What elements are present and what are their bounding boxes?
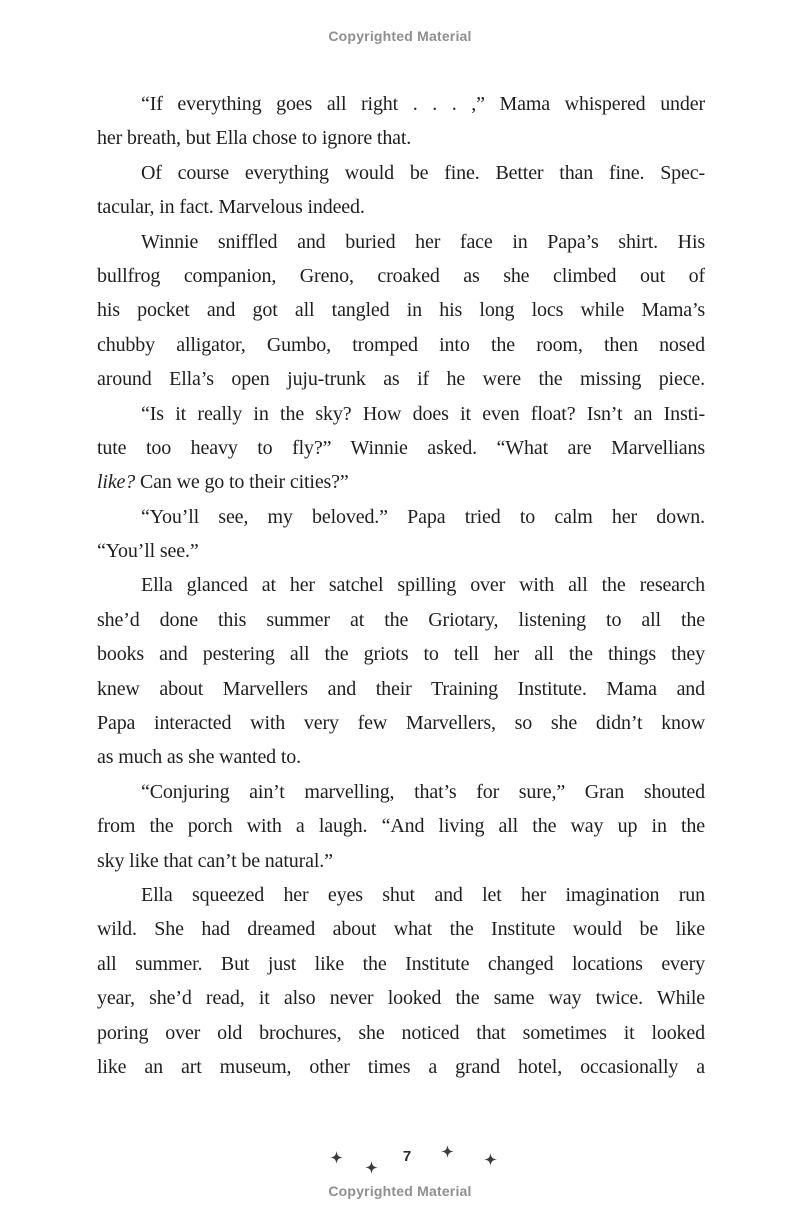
text-line: “If everything goes all right . . . ,” Mama whispered under	[141, 93, 705, 115]
copyright-watermark-bottom: Copyrighted Material	[328, 1183, 472, 1199]
text-line: “Is it really in the sky? How does it even float? Isn’t an Insti-	[141, 402, 705, 425]
text-line: wild. She had dreamed about what the Institute would be like	[97, 918, 705, 941]
text-line: books and pestering all the griots to tell her all the things they	[97, 643, 705, 666]
text-line: “Conjuring ain’t marvelling, that’s for sure,” Gran shouted	[141, 780, 705, 803]
sparkle-icon	[365, 1161, 378, 1174]
text-line: her breath, but Ella chose to ignore that.	[97, 127, 412, 150]
text-line: from the porch with a laugh. “And living all the way up in the	[97, 815, 705, 838]
text-line: all summer. But just like the Institute changed locations every	[97, 952, 705, 975]
copyright-watermark-top: Copyrighted Material	[328, 28, 472, 44]
text-line: tute too heavy to fly?” Winnie asked. “What are Marvellians	[97, 436, 705, 459]
text-line: sky like that can’t be natural.”	[97, 849, 333, 872]
text-line: Winnie sniffled and buried her face in Papa’s shirt. His	[141, 230, 705, 253]
page-number: 7	[402, 1148, 412, 1165]
text-line: knew about Marvellers and their Training Institute. Mama and	[97, 677, 705, 700]
text-line: Ella squeezed her eyes shut and let her imagination run	[141, 883, 705, 906]
text-line: his pocket and got all tangled in his long locs while Mama’s	[97, 299, 705, 322]
text-line: around Ella’s open juju-trunk as if he were the missing piece.	[97, 368, 705, 391]
text-line: poring over old brochures, she noticed that sometimes it looked	[97, 1021, 705, 1044]
text-line: year, she’d read, it also never looked the same way twice. While	[97, 987, 705, 1010]
text-line: bullfrog companion, Greno, croaked as she climbed out of	[97, 264, 705, 287]
text-line: like an art museum, other times a grand hotel, occasionally a	[97, 1055, 705, 1078]
page-body	[97, 87, 705, 1084]
text-line: tacular, in fact. Marvelous indeed.	[97, 196, 365, 219]
text-line: Of course everything would be fine. Better than fine. Spec-	[141, 161, 705, 184]
text-line: Papa interacted with very few Marvellers, so she didn’t know	[97, 712, 705, 735]
sparkle-icon	[441, 1145, 454, 1158]
text-line: she’d done this summer at the Griotary, listening to all the	[97, 608, 705, 631]
text-line: like? Can we go to their cities?”	[97, 471, 349, 494]
text-line: Ella glanced at her satchel spilling over with all the research	[141, 574, 705, 597]
page-footer	[300, 1144, 500, 1178]
text-line: chubby alligator, Gumbo, tromped into the room, then nosed	[97, 333, 705, 356]
text-line: as much as she wanted to.	[97, 746, 301, 769]
sparkle-icon	[484, 1153, 497, 1166]
text-line: “You’ll see.”	[97, 540, 199, 563]
text-line: “You’ll see, my beloved.” Papa tried to calm her down.	[141, 505, 705, 528]
sparkle-icon	[330, 1151, 343, 1164]
